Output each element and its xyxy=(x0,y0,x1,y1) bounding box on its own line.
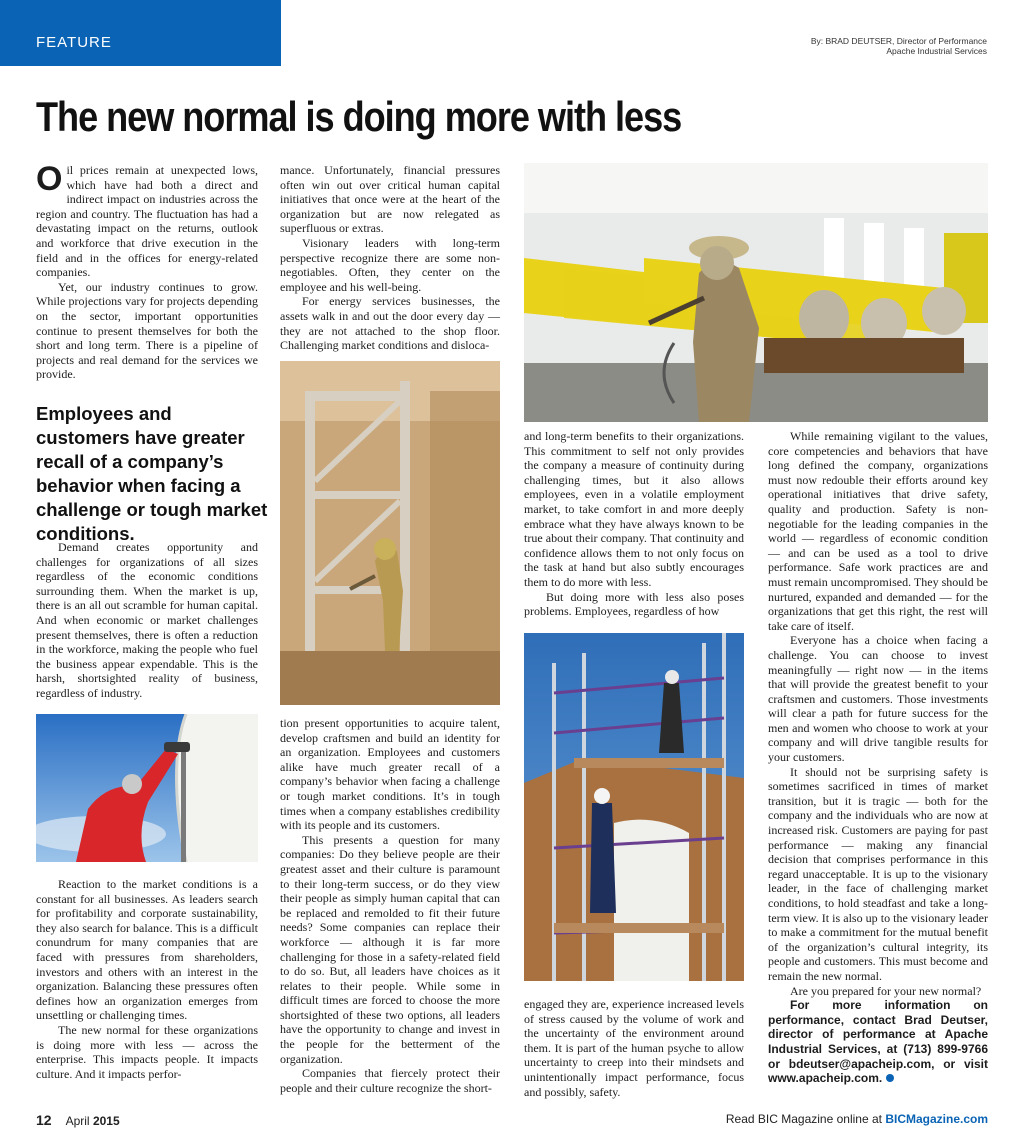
page-number: 12 xyxy=(36,1112,52,1128)
drop-cap: O xyxy=(36,160,63,198)
photo-scaffolding xyxy=(524,633,744,981)
paragraph-14: Are you prepared for your new normal? xyxy=(790,983,982,998)
paragraph-10: But doing more with less also poses problems. Employees, regardless of how xyxy=(524,589,744,619)
paragraph-9: Companies that fiercely protect their people and their culture recognize the short- xyxy=(280,1066,500,1095)
paragraph-7-continued: tion present opportunities to acquire talent, develop craftsmen and build an identity for an organization. Employees and customers alike have much greater recall of a company’s behavior when facing a challenge or tough market conditions. It’s in tough times when a company establishes credibility with its people and its customers. xyxy=(280,716,500,833)
section-tab xyxy=(0,0,281,66)
column-3-bottom xyxy=(524,997,744,1099)
paragraph-8: This presents a question for many companies: Do they believe people are their greatest asset and their culture is paramount to their long-term success, or do they view their people as simply human capital that can be replaced and remolded to fit their future needs? Some companies can replace their workforce — although it is far more challenging for those in a safety-related field to do so. But, all leaders have choices as it relates to their people. While some in difficult times are forced to choose the more shortsighted of these two options, all leaders have the opportunity to change and invest in the people for the betterment of the organization. xyxy=(280,832,500,1066)
paragraph-5: The new normal for these organizations is doing more with less — across the enterprise. This impacts people. It impacts culture. And it impacts perfor- xyxy=(36,1022,258,1081)
column-2-bottom xyxy=(280,716,500,1095)
section-label: FEATURE xyxy=(36,34,112,51)
pull-quote: Employees and customers have greater recall of a company’s behavior when facing a challenge or tough market conditions. xyxy=(36,403,268,544)
footer-read-text: Read BIC Magazine online at xyxy=(725,1112,886,1126)
issue-year: 2015 xyxy=(92,1114,120,1128)
paragraph-7: For energy services businesses, the assets walk in and out the door every day — they are not attached to the shop floor. Challenging market conditions and disloca- xyxy=(280,294,500,353)
paragraph-1: Oil prices remain at unexpected lows, which have had both a direct and indirect impact on industries across the region and country. The fluctuation has had a devastating impact on the returns, outlook and workforce that drive execution in the field and in the offices for energy-related companies. xyxy=(36,160,258,280)
column-3-top xyxy=(524,429,744,619)
footer-folio xyxy=(36,1112,120,1128)
photo-pipe-painter xyxy=(524,163,988,422)
paragraph-11: While remaining vigilant to the values, core competencies and behaviors that have long defined the company, organizations must now redouble their efforts around key operational initiatives that drive safety, quality and production. Safety is non-negotiable for the leading companies in the world — regardless of economic condition — and can be used as a tool to drive performance. Safe work practices are and must remain uncompromised. They should be nurtured, expanded and demanded — for the organizations that get this right, the rest will take care of itself. xyxy=(768,429,988,633)
column-1-middle xyxy=(36,540,258,701)
column-1-bottom xyxy=(36,877,258,1081)
end-mark-icon xyxy=(886,1074,894,1082)
contact-info: For more information on performance, contact Brad Deutser, director of performance at Apache Industrial Services, at (713) 899-9766 or bdeutser@apacheip.com, or visit www.apacheip.com. xyxy=(768,998,988,1086)
paragraph-9-continued: and long-term benefits to their organizations. This commitment to self not only provides the company a measure of continuity during challenging times, but it also allows employees, even in a volatile employment market, to take comfort in and more deeply embrace what they have always known to be true about their company. That continuity and confidence allows them to not only focus on the task at hand but also subtly encourages them to do more with less. xyxy=(524,429,744,589)
issue-month: April xyxy=(65,1114,90,1128)
photo-painter-red xyxy=(36,714,258,862)
paragraph-10-continued: engaged they are, experience increased levels of stress caused by the volume of work and the uncertainty of the environment around them. It is part of the human psyche to allow uncertainty to creep into their mindsets and unintentionally impact performance, focus and possibly, safety. xyxy=(524,997,744,1099)
paragraph-3: Demand creates opportunity and challenges for organizations of all sizes regardless of the economic conditions surrounding them. When the market is up, there is an all out scramble for human capital. And when economic or market challenges present themselves, there is often a reduction in the workforce, making the people who fuel the business appear expendable. This is the harsh, shortsighted reality of business, regardless of industry. xyxy=(36,540,258,700)
column-2-top xyxy=(280,163,500,353)
byline-company: Apache Industrial Services xyxy=(886,46,987,56)
byline xyxy=(811,36,987,56)
headline: The new normal is doing more with less xyxy=(36,93,682,140)
byline-author: By: BRAD DEUTSER, Director of Performance xyxy=(810,36,987,46)
paragraph-12: Everyone has a choice when facing a challenge. You can choose to invest meaningfully — right now — in the items that will provide the greatest benefit to your craftsmen and customers. Those investments will clear a path for future success for the men and women who choose to work at your company and will drive tangible results for your customers. xyxy=(768,633,988,765)
footer-site-link[interactable]: BICMagazine.com xyxy=(885,1112,988,1126)
paragraph-2: Yet, our industry continues to grow. While projections vary for projects depending on the sector, important opportunities continue to present themselves for both the short and long term. There is a pipeline of projects and real demand for the services we provide. xyxy=(36,279,258,382)
paragraph-6: Visionary leaders with long-term perspective recognize there are some non-negotiables. Often, they center on the employee and his well-being. xyxy=(280,235,500,294)
paragraph-13: It should not be surprising safety is sometimes sacrificed in times of market transition, but it is tragic — both for the company and the individuals who are now at increased risk. Customers are paying for past performance — making any financial decision that comprises performance in this regard unacceptable. It is up to the visionary leader, in the face of challenging market conditions, to hold steadfast and take a long-term view. It is also up to the visionary leader to make a commitment for the mutual benefit of the organization’s cultural integrity, its people and customers. This must become and remain the new normal. xyxy=(768,764,988,983)
footer-web-promo xyxy=(726,1112,988,1126)
paragraph-5-continued: mance. Unfortunately, financial pressures often win out over critical human capital initiatives that once were at the heart of the organization but are now relegated as superfluous or extras. xyxy=(280,163,500,236)
paragraph-4: Reaction to the market conditions is a constant for all businesses. As leaders search for profitability and corporate sustainability, they also search for balance. This is a difficult conundrum for many companies that are faced with pressures from shareholders, investors and others with an interest in the organization. Balancing these pressures often defines how an organization emerges from unsettling or challenging times. xyxy=(36,877,258,1023)
photo-blaster-booth xyxy=(280,361,500,705)
column-4 xyxy=(768,429,988,1086)
column-1-top xyxy=(36,160,258,382)
